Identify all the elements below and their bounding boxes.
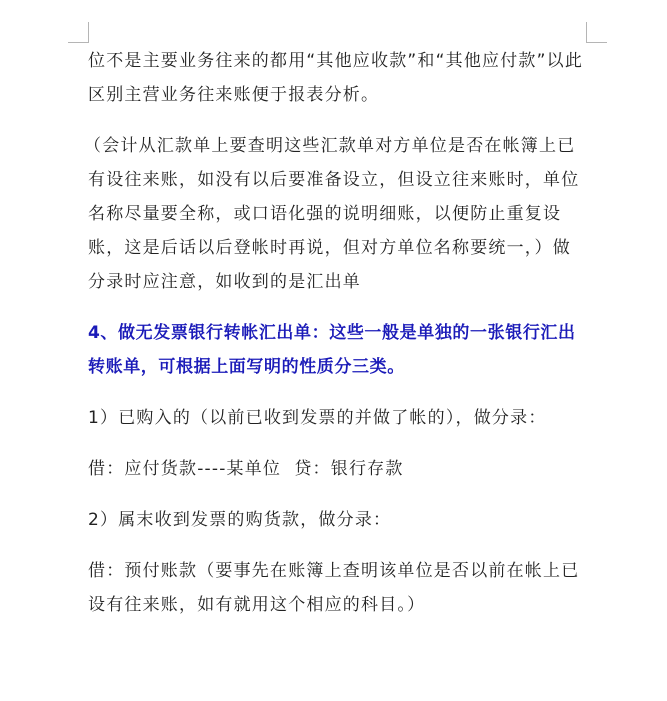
journal-entry-1: 借：应付货款----某单位 贷：银行存款	[88, 459, 404, 479]
paragraph-accounting-note: （会计从汇款单上要查明这些汇款单对方单位是否在帐簿上已有设往来账，如没有以后要准备设立，但设立往来账时，单位名称尽量要全称，或口语化强的说明细账，以便防止重复设账，这是后话以后登帐时再说，但对方单位名称要统一，）做分录时应注意，如收到的是汇出单	[84, 136, 580, 292]
paragraph-other-receivables: 位不是主要业务往来的都用“其他应收款”和“其他应付款”以此区别主营业务往来账便于报表分析。	[88, 51, 584, 105]
item-2-no-invoice: 2）属末收到发票的购货款，做分录：	[88, 510, 392, 530]
crop-mark-top-right	[586, 22, 607, 43]
item-1-purchased: 1）已购入的（以前已收到发票的并做了帐的），做分录：	[88, 408, 547, 428]
crop-mark-top-left	[68, 22, 89, 43]
document-body	[84, 44, 588, 622]
journal-entry-2: 借：预付账款（要事先在账簿上查明该单位是否以前在帐上已设有往来账，如有就用这个相应的科目。）	[88, 561, 580, 615]
section-heading-4: 4、做无发票银行转帐汇出单：这些一般是单独的一张银行汇出转账单，可根据上面写明的性质分三类。	[88, 323, 576, 377]
